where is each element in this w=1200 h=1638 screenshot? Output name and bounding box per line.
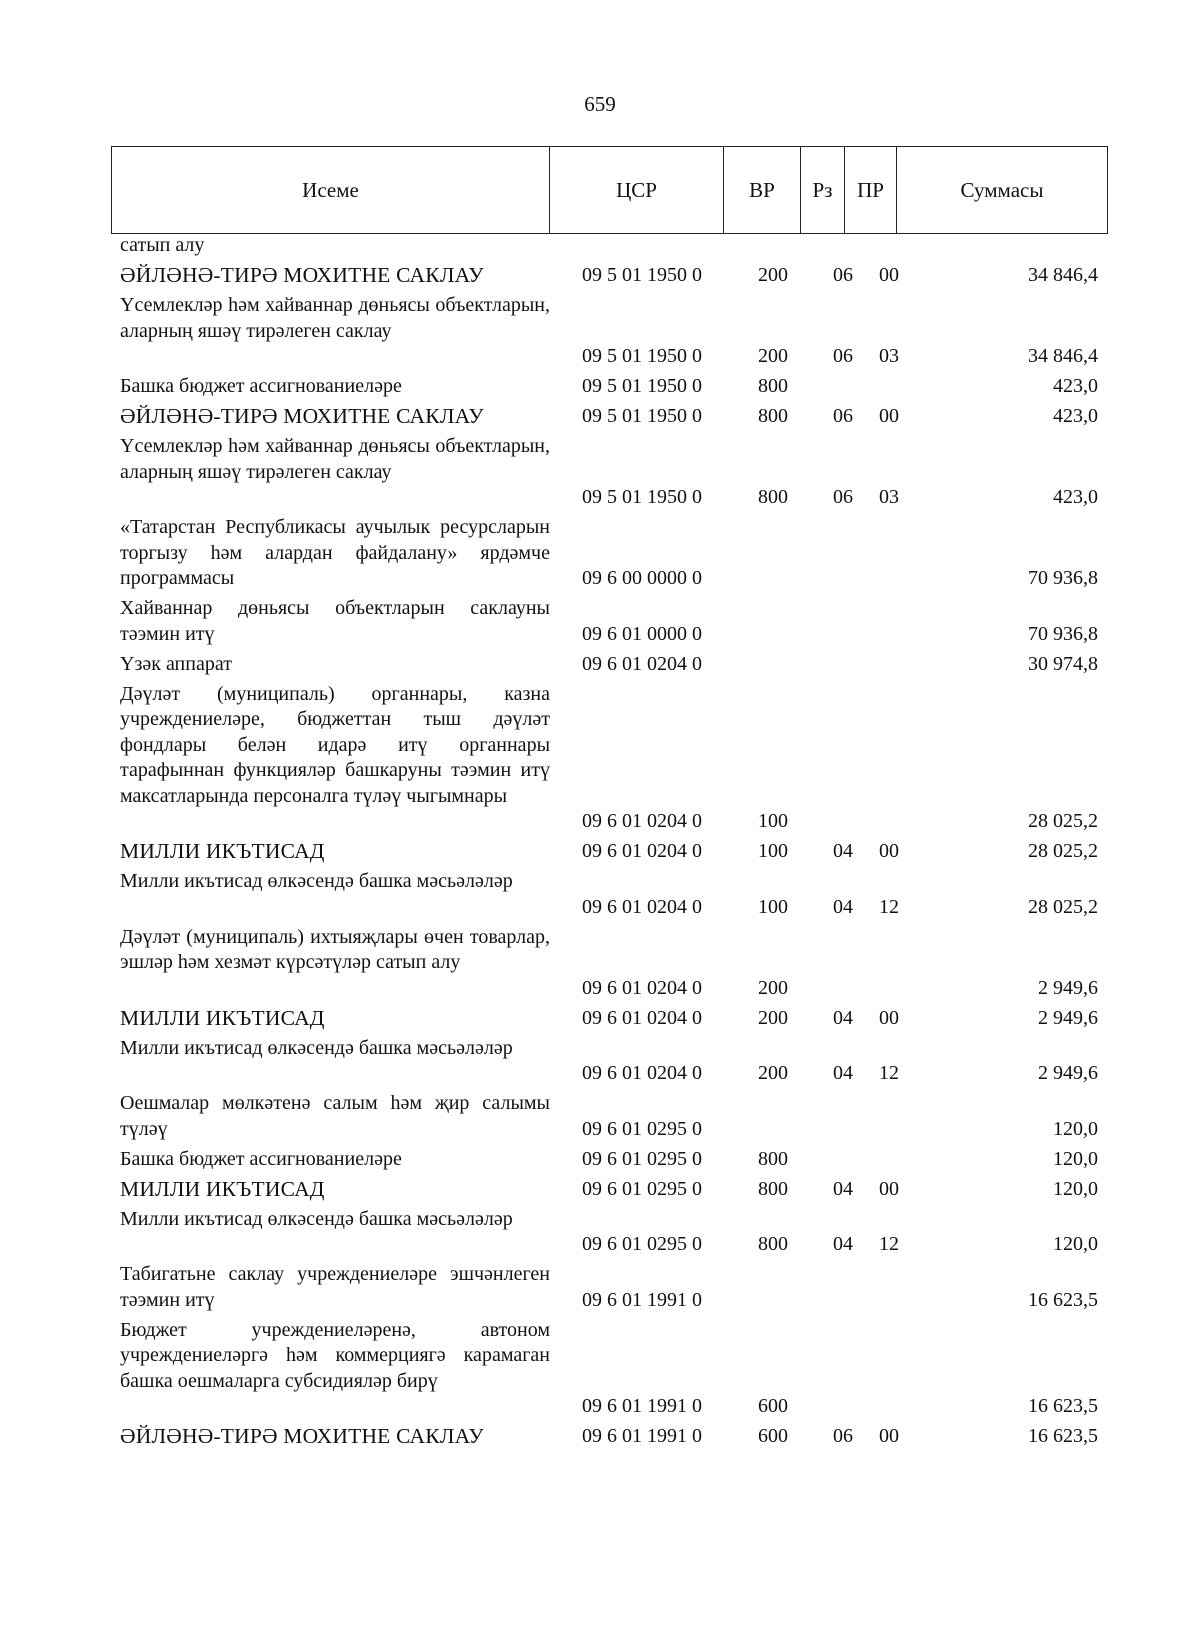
table-row <box>0 596 1200 652</box>
table-row <box>0 1262 1200 1318</box>
table-body <box>0 233 1200 1454</box>
cell-name: ӘЙЛӘНӘ-ТИРӘ МОХИТНЕ САКЛАУ <box>120 1424 484 1448</box>
cell-sum: 2 949,6 <box>1038 976 1098 999</box>
cell-vr: 600 <box>758 1395 788 1417</box>
table-row <box>0 1177 1200 1207</box>
cell-vr: 800 <box>758 1147 788 1170</box>
cell-rz: 06 <box>833 345 853 367</box>
cell-name: ӘЙЛӘНӘ-ТИРӘ МОХИТНЕ САКЛАУ <box>120 263 484 287</box>
cell-csr: 09 5 01 1950 0 <box>582 486 702 508</box>
cell-vr: 200 <box>758 1062 788 1084</box>
cell-csr: 09 6 01 0295 0 <box>582 1233 702 1255</box>
cell-sum: 423,0 <box>1053 486 1098 508</box>
table-row <box>0 434 1200 515</box>
cell-rz: 04 <box>833 895 853 918</box>
cell-csr: 09 6 01 0204 0 <box>582 895 702 918</box>
cell-csr: 09 6 01 0204 0 <box>582 1062 702 1084</box>
cell-vr: 100 <box>758 810 788 832</box>
cell-rz: 06 <box>833 264 853 286</box>
cell-name: МИЛЛИ ИКЪТИСАД <box>120 1005 325 1030</box>
table-row <box>0 869 1200 925</box>
cell-csr: 09 5 01 1950 0 <box>582 405 702 427</box>
cell-vr: 200 <box>758 1006 788 1029</box>
cell-rz: 04 <box>833 1062 853 1084</box>
table-row <box>0 1424 1200 1454</box>
page-number: 659 <box>584 92 616 116</box>
cell-vr: 200 <box>758 345 788 367</box>
cell-pr: 00 <box>879 405 899 427</box>
table-row <box>0 515 1200 596</box>
cell-csr: 09 6 01 0204 0 <box>582 1006 702 1029</box>
cell-vr: 100 <box>758 840 788 862</box>
table-row <box>0 1318 1200 1425</box>
cell-csr: 09 6 01 1991 0 <box>582 1395 702 1417</box>
cell-csr: 09 6 01 0000 0 <box>582 622 702 645</box>
cell-vr: 200 <box>758 976 788 999</box>
cell-pr: 12 <box>879 895 899 918</box>
cell-sum: 120,0 <box>1053 1233 1098 1255</box>
table-header <box>111 146 1108 234</box>
cell-name: МИЛЛИ ИКЪТИСАД <box>120 1176 325 1201</box>
cell-name: ӘЙЛӘНӘ-ТИРӘ МОХИТНЕ САКЛАУ <box>120 404 484 428</box>
cell-sum: 120,0 <box>1053 1117 1098 1140</box>
table-row <box>0 374 1200 404</box>
cell-name: Дәүләт (муниципаль) ихтыяҗлары өчен товарлар, эшләр һәм хезмәт күрсәтүләр сатып алу <box>120 925 550 973</box>
cell-pr: 00 <box>879 1006 899 1029</box>
cell-rz: 06 <box>833 486 853 508</box>
cell-name: Оешмалар мөлкәтенә салым һәм җир салымы түләү <box>120 1092 550 1140</box>
cell-csr: 09 5 01 1950 0 <box>582 345 702 367</box>
header-name: Исеме <box>112 147 550 234</box>
cell-vr: 800 <box>758 405 788 427</box>
cell-csr: 09 6 01 0295 0 <box>582 1147 702 1170</box>
cell-sum: 30 974,8 <box>1028 652 1098 675</box>
table-row <box>0 652 1200 682</box>
cell-csr: 09 5 01 1950 0 <box>582 264 702 286</box>
cell-sum: 120,0 <box>1053 1177 1098 1200</box>
cell-sum: 423,0 <box>1053 405 1098 427</box>
cell-rz: 04 <box>833 840 853 862</box>
cell-vr: 200 <box>758 264 788 286</box>
cell-sum: 28 025,2 <box>1028 840 1098 862</box>
cell-sum: 16 623,5 <box>1028 1395 1098 1417</box>
header-csr: ЦСР <box>550 147 724 234</box>
cell-vr: 800 <box>758 486 788 508</box>
cell-vr: 800 <box>758 1177 788 1200</box>
cell-rz: 06 <box>833 1425 853 1447</box>
cell-pr: 03 <box>879 486 899 508</box>
header-vr: ВР <box>724 147 801 234</box>
cell-pr: 12 <box>879 1233 899 1255</box>
cell-name: Үсемлекләр һәм хайваннар дөньясы объектларын, аларның яшәү тирәлеген саклау <box>120 294 550 342</box>
cell-sum: 70 936,8 <box>1028 567 1098 589</box>
cell-pr: 00 <box>879 1425 899 1447</box>
cell-pr: 00 <box>879 1177 899 1200</box>
table-row <box>0 1006 1200 1036</box>
cell-rz: 04 <box>833 1177 853 1200</box>
cell-csr: 09 6 01 1991 0 <box>582 1288 702 1311</box>
cell-pr: 00 <box>879 840 899 862</box>
cell-rz: 04 <box>833 1006 853 1029</box>
cell-name: Милли икътисад өлкәсендә башка мәсьәләләр <box>120 1036 513 1059</box>
cell-rz: 04 <box>833 1233 853 1255</box>
cell-vr: 800 <box>758 1233 788 1255</box>
table-row <box>0 233 1200 263</box>
cell-sum: 34 846,4 <box>1028 264 1098 286</box>
table-row <box>0 293 1200 374</box>
table-row <box>0 1147 1200 1177</box>
cell-name: Үзәк аппарат <box>120 652 232 675</box>
cell-sum: 28 025,2 <box>1028 895 1098 918</box>
table-row <box>0 1036 1200 1092</box>
cell-name: Хайваннар дөньясы объектларын саклауны тәэмин итү <box>120 597 550 645</box>
cell-name: сатып алу <box>120 234 205 256</box>
cell-csr: 09 6 01 0204 0 <box>582 652 702 675</box>
cell-vr: 100 <box>758 895 788 918</box>
cell-name: Милли икътисад өлкәсендә башка мәсьәләләр <box>120 870 513 892</box>
cell-name: Бюджет учреждениеләренә, автоном учреждениеләргә һәм коммерциягә карамаган башка оешмаларга субсидияләр бирү <box>120 1318 550 1392</box>
header-pr: ПР <box>845 147 897 234</box>
cell-sum: 120,0 <box>1053 1147 1098 1170</box>
cell-name: Табигатьне саклау учреждениеләре эшчәнлеген тәэмин итү <box>120 1263 550 1311</box>
table-row <box>0 839 1200 869</box>
cell-csr: 09 6 01 1991 0 <box>582 1425 702 1447</box>
cell-sum: 28 025,2 <box>1028 810 1098 832</box>
cell-sum: 2 949,6 <box>1038 1006 1098 1029</box>
cell-vr: 800 <box>758 375 788 397</box>
cell-sum: 16 623,5 <box>1028 1288 1098 1311</box>
cell-name: «Татарстан Республикасы аучылык ресурсларын торгызу һәм алардан файдалану» ярдәмче программасы <box>120 516 550 589</box>
cell-sum: 34 846,4 <box>1028 345 1098 367</box>
cell-vr: 600 <box>758 1425 788 1447</box>
table-row <box>0 925 1200 1006</box>
header-rz: Рз <box>801 147 845 234</box>
cell-name: Милли икътисад өлкәсендә башка мәсьәләләр <box>120 1207 513 1230</box>
cell-name: Башка бюджет ассигнованиеләре <box>120 375 402 397</box>
cell-sum: 2 949,6 <box>1038 1062 1098 1084</box>
cell-csr: 09 6 01 0295 0 <box>582 1177 702 1200</box>
cell-csr: 09 6 01 0204 0 <box>582 810 702 832</box>
table-row <box>0 404 1200 434</box>
header-sum: Суммасы <box>897 147 1108 234</box>
table-row <box>0 682 1200 840</box>
cell-csr: 09 5 01 1950 0 <box>582 375 702 397</box>
cell-sum: 16 623,5 <box>1028 1425 1098 1447</box>
table-row <box>0 1091 1200 1147</box>
cell-pr: 00 <box>879 264 899 286</box>
cell-name: Дәүләт (муниципаль) органнары, казна учреждениеләре, бюджеттан тыш дәүләт фондлары белән идарә итү органнары тарафыннан функцияләр башкаруны тәэмин итү максатларында персоналга түләү чыгымнары <box>120 682 550 807</box>
cell-sum: 423,0 <box>1053 375 1098 397</box>
cell-csr: 09 6 01 0204 0 <box>582 976 702 999</box>
table-row <box>0 1207 1200 1263</box>
cell-sum: 70 936,8 <box>1028 622 1098 645</box>
cell-pr: 03 <box>879 345 899 367</box>
cell-csr: 09 6 01 0295 0 <box>582 1117 702 1140</box>
cell-csr: 09 6 01 0204 0 <box>582 840 702 862</box>
cell-name: МИЛЛИ ИКЪТИСАД <box>120 839 325 863</box>
cell-pr: 12 <box>879 1062 899 1084</box>
cell-csr: 09 6 00 0000 0 <box>582 567 702 589</box>
cell-rz: 06 <box>833 405 853 427</box>
cell-name: Башка бюджет ассигнованиеләре <box>120 1147 402 1170</box>
table-row <box>0 263 1200 293</box>
cell-name: Үсемлекләр һәм хайваннар дөньясы объектларын, аларның яшәү тирәлеген саклау <box>120 435 550 483</box>
